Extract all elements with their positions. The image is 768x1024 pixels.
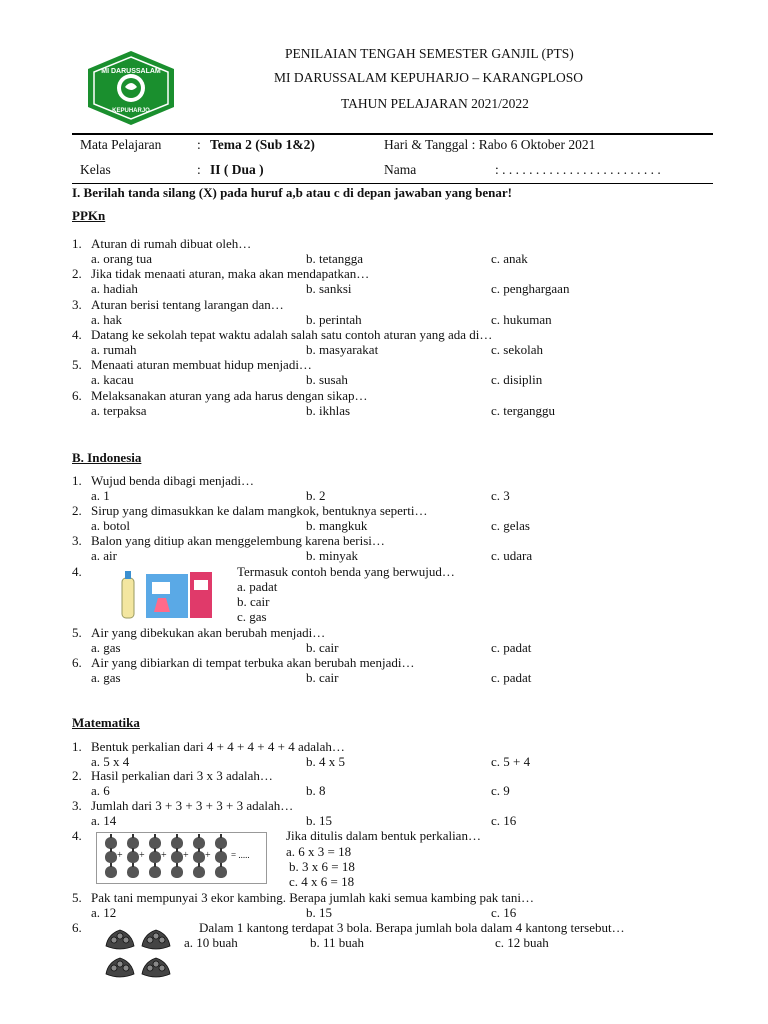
option-a[interactable]: a. 6 x 3 = 18 bbox=[286, 844, 352, 859]
option-a[interactable]: a. 5 x 4 bbox=[91, 754, 130, 769]
ball-bags-image bbox=[102, 922, 176, 980]
apple-icon bbox=[149, 851, 161, 863]
option-c[interactable]: c. 16 bbox=[491, 905, 517, 920]
option-b[interactable]: b. perintah bbox=[306, 311, 362, 327]
option-b[interactable]: b. minyak bbox=[306, 548, 358, 563]
logo-bottom-text: KEPUHARJO bbox=[112, 108, 150, 114]
question-number: 4. bbox=[72, 326, 82, 342]
question-number: 1. bbox=[72, 236, 82, 251]
nama-label: Nama bbox=[384, 162, 417, 177]
question-text: Wujud benda dibagi menjadi… bbox=[91, 473, 255, 488]
option-c[interactable]: c. 12 buah bbox=[495, 935, 549, 950]
option-c[interactable]: c. gas bbox=[237, 609, 267, 624]
question-number: 2. bbox=[72, 266, 82, 282]
option-a[interactable]: a. kacau bbox=[91, 372, 134, 388]
question-text: Melaksanakan aturan yang ada harus dengan sikap… bbox=[91, 387, 368, 403]
question-number: 2. bbox=[72, 503, 82, 518]
question-text: Sirup yang dimasukkan ke dalam mangkok, bentuknya seperti… bbox=[91, 503, 428, 518]
option-b[interactable]: b. tetangga bbox=[306, 251, 364, 266]
plus-sign: + bbox=[183, 850, 189, 861]
kelas-colon: : bbox=[197, 162, 201, 177]
mapel-label: Mata Pelajaran bbox=[80, 137, 162, 152]
mapel-value: Tema 2 (Sub 1&2) bbox=[210, 137, 315, 152]
option-a[interactable]: a. gas bbox=[91, 640, 121, 655]
question-text: Aturan di rumah dibuat oleh… bbox=[91, 236, 252, 251]
apple-icon bbox=[193, 866, 205, 878]
option-b[interactable]: b. 15 bbox=[306, 905, 332, 920]
apple-icon bbox=[215, 851, 227, 863]
question-number: 5. bbox=[72, 625, 82, 640]
option-c[interactable]: c. 5 + 4 bbox=[491, 754, 531, 769]
option-b[interactable]: b. cair bbox=[237, 594, 270, 609]
apple-icon bbox=[193, 851, 205, 863]
option-c[interactable]: c. anak bbox=[491, 251, 528, 266]
question-number: 6. bbox=[72, 387, 82, 403]
plus-sign: + bbox=[139, 850, 145, 861]
question-text: Jika ditulis dalam bentuk perkalian… bbox=[286, 828, 481, 843]
option-b[interactable]: b. 11 buah bbox=[310, 935, 365, 950]
question-text: Menaati aturan membuat hidup menjadi… bbox=[91, 357, 312, 373]
plus-sign: + bbox=[161, 850, 167, 861]
option-a[interactable]: a. hak bbox=[91, 311, 123, 327]
question-text: Datang ke sekolah tepat waktu adalah salah satu contoh aturan yang ada di… bbox=[91, 326, 493, 342]
logo-top-text: MI DARUSSALAM bbox=[101, 68, 161, 75]
header-line-2: MI DARUSSALAM KEPUHARJO – KARANGPLOSO bbox=[274, 70, 584, 85]
section-title-indonesia: B. Indonesia bbox=[72, 450, 142, 465]
question-number: 1. bbox=[72, 473, 82, 488]
option-c[interactable]: c. sekolah bbox=[491, 341, 543, 357]
kelas-value: II ( Dua ) bbox=[210, 162, 264, 177]
question-text: Bentuk perkalian dari 4 + 4 + 4 + 4 + 4 adalah… bbox=[91, 739, 345, 754]
option-a[interactable]: a. 14 bbox=[91, 813, 117, 828]
option-a[interactable]: a. rumah bbox=[91, 341, 137, 357]
option-c[interactable]: c. 3 bbox=[491, 488, 510, 503]
option-b[interactable]: b. sanksi bbox=[306, 281, 352, 297]
option-b[interactable]: b. cair bbox=[306, 640, 339, 655]
question-number: 3. bbox=[72, 798, 82, 813]
option-b[interactable]: b. susah bbox=[306, 372, 348, 388]
header-line-1: PENILAIAN TENGAH SEMESTER GANJIL (PTS) bbox=[285, 46, 574, 61]
option-b[interactable]: b. cair bbox=[306, 670, 339, 685]
apple-groups-image bbox=[96, 832, 267, 884]
question-text: Jika tidak menaati aturan, maka akan mendapatkan… bbox=[91, 266, 370, 282]
option-b[interactable]: b. 15 bbox=[306, 813, 332, 828]
option-b[interactable]: b. 8 bbox=[306, 783, 326, 798]
hari-tanggal: Hari & Tanggal : Rabo 6 Oktober 2021 bbox=[384, 137, 596, 152]
section-title-ppkn: PPKn bbox=[72, 208, 106, 223]
apple-icon bbox=[171, 866, 183, 878]
option-a[interactable]: a. 6 bbox=[91, 783, 110, 798]
question-text: Air yang dibekukan akan berubah menjadi… bbox=[91, 625, 326, 640]
question-text: Air yang dibiarkan di tempat terbuka akan berubah menjadi… bbox=[91, 655, 415, 670]
option-a[interactable]: a. 12 bbox=[91, 905, 117, 920]
option-b[interactable]: b. 4 x 5 bbox=[306, 754, 345, 769]
question-text: Balon yang ditiup akan menggelembung karena berisi… bbox=[91, 533, 385, 548]
instruction: I. Berilah tanda silang (X) pada huruf a,b atau c di depan jawaban yang benar! bbox=[72, 185, 512, 200]
question-number: 5. bbox=[72, 890, 82, 905]
option-a[interactable]: a. gas bbox=[91, 670, 121, 685]
question-text: Pak tani mempunyai 3 ekor kambing. Berapa jumlah kaki semua kambing pak tani… bbox=[91, 890, 534, 905]
school-logo bbox=[84, 49, 178, 127]
question-text: Dalam 1 kantong terdapat 3 bola. Berapa jumlah bola dalam 4 kantong tersebut… bbox=[199, 920, 625, 935]
option-b[interactable]: b. 3 x 6 = 18 bbox=[289, 859, 355, 874]
apple-icon bbox=[127, 866, 139, 878]
option-c[interactable]: c. udara bbox=[491, 548, 533, 563]
apple-icon bbox=[105, 851, 117, 863]
option-c[interactable]: c. terganggu bbox=[491, 402, 556, 418]
question-text: Hasil perkalian dari 3 x 3 adalah… bbox=[91, 768, 273, 783]
option-a[interactable]: a. botol bbox=[91, 518, 130, 533]
option-c[interactable]: c. padat bbox=[491, 670, 532, 685]
apple-icon bbox=[127, 851, 139, 863]
apple-icon bbox=[215, 866, 227, 878]
option-a[interactable]: a. 1 bbox=[91, 488, 110, 503]
plus-sign: + bbox=[117, 850, 123, 861]
option-a[interactable]: a. hadiah bbox=[91, 281, 138, 297]
nama-field[interactable]: : . . . . . . . . . . . . . . . . . . . . . . . . bbox=[495, 162, 661, 177]
question-text: Jumlah dari 3 + 3 + 3 + 3 + 3 adalah… bbox=[91, 798, 294, 813]
header-line-3: TAHUN PELAJARAN 2021/2022 bbox=[341, 96, 529, 111]
kelas-label: Kelas bbox=[80, 162, 111, 177]
question-number: 1. bbox=[72, 739, 82, 754]
question-number: 3. bbox=[72, 296, 82, 312]
section-title-matematika: Matematika bbox=[72, 715, 140, 730]
option-c[interactable]: c. penghargaan bbox=[491, 281, 570, 297]
question-number: 6. bbox=[72, 920, 82, 935]
mapel-colon: : bbox=[197, 137, 201, 152]
option-c[interactable]: c. padat bbox=[491, 640, 532, 655]
option-b[interactable]: b. mangkuk bbox=[306, 518, 368, 533]
bottom-rule bbox=[72, 183, 713, 184]
option-b[interactable]: b. 2 bbox=[306, 488, 326, 503]
option-a[interactable]: a. orang tua bbox=[91, 251, 153, 266]
solid-objects-image bbox=[118, 568, 218, 623]
top-rule bbox=[72, 133, 713, 135]
option-c[interactable]: c. 9 bbox=[491, 783, 510, 798]
question-number: 2. bbox=[72, 768, 82, 783]
question-number: 3. bbox=[72, 533, 82, 548]
option-a[interactable]: a. 10 buah bbox=[184, 935, 238, 950]
apple-icon bbox=[105, 866, 117, 878]
question-number: 4. bbox=[72, 564, 82, 579]
question-text: Termasuk contoh benda yang berwujud… bbox=[237, 564, 455, 579]
option-b[interactable]: b. ikhlas bbox=[306, 402, 351, 418]
plus-sign: + bbox=[205, 850, 211, 861]
option-a[interactable]: a. terpaksa bbox=[91, 402, 147, 418]
option-c[interactable]: c. hukuman bbox=[491, 311, 552, 327]
question-number: 5. bbox=[72, 357, 82, 373]
option-a[interactable]: a. padat bbox=[237, 579, 278, 594]
option-a[interactable]: a. air bbox=[91, 548, 117, 563]
option-b[interactable]: b. masyarakat bbox=[306, 341, 379, 357]
option-c[interactable]: c. 16 bbox=[491, 813, 517, 828]
question-text: Aturan berisi tentang larangan dan… bbox=[91, 296, 284, 312]
equals-blank: = ..... bbox=[231, 850, 250, 860]
question-number: 6. bbox=[72, 655, 82, 670]
option-c[interactable]: c. disiplin bbox=[491, 372, 543, 388]
option-c[interactable]: c. gelas bbox=[491, 518, 530, 533]
apple-icon bbox=[171, 851, 183, 863]
question-number: 4. bbox=[72, 828, 82, 843]
option-c[interactable]: c. 4 x 6 = 18 bbox=[289, 874, 355, 889]
apple-icon bbox=[149, 866, 161, 878]
